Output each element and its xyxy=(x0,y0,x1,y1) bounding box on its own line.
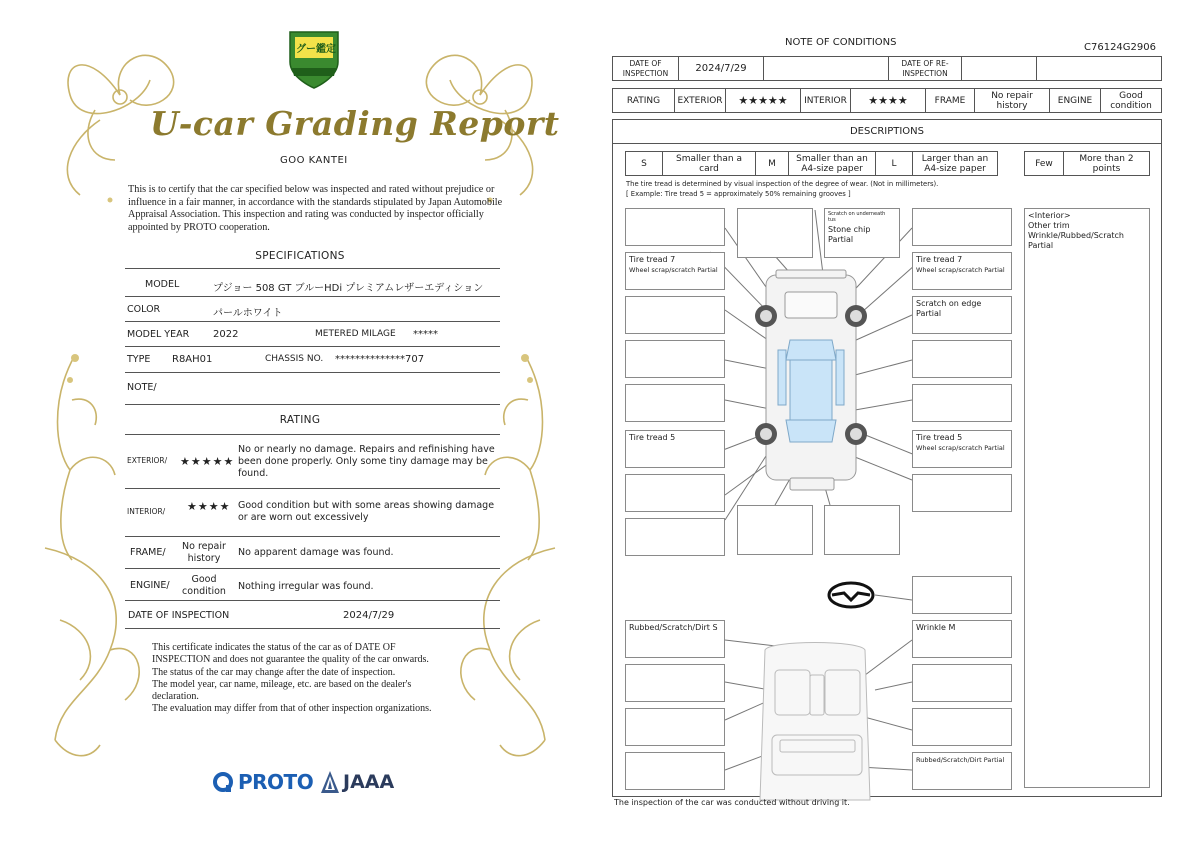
engine-row xyxy=(125,574,500,600)
scratch-edge-note: Scratch on edge Partial xyxy=(916,299,982,318)
date-label: DATE OF INSPECTION xyxy=(128,610,230,621)
note-box xyxy=(737,505,813,555)
sheet-title: NOTE OF CONDITIONS xyxy=(785,37,897,48)
front-left-wheel-note: Wheel scrap/scratch Partial xyxy=(629,266,718,274)
date-reinspection-label: DATE OF RE-INSPECTION xyxy=(888,56,962,81)
frame-label: FRAME xyxy=(925,88,975,113)
divider xyxy=(125,434,500,435)
chassis-value: **************707 xyxy=(335,354,425,365)
date-inspection-label: DATE OF INSPECTION xyxy=(612,56,679,81)
note-box xyxy=(625,384,725,422)
steering-wheel-icon xyxy=(829,583,873,607)
engine-label: ENGINE xyxy=(1049,88,1101,113)
note-box xyxy=(737,208,813,258)
note-of-conditions-sheet xyxy=(600,0,1200,848)
jaaa-mark-icon xyxy=(320,770,340,794)
note-box-rubbed-s xyxy=(625,620,725,658)
note-box-front-left-tire xyxy=(625,252,725,290)
note-box-rear-right-tire xyxy=(912,430,1012,468)
engine-label: ENGINE/ xyxy=(130,580,170,591)
note-box xyxy=(625,518,725,556)
note-box-front-right-tire xyxy=(912,252,1012,290)
note-box xyxy=(625,664,725,702)
divider xyxy=(125,321,500,322)
interior-desc: Good condition but with some areas showing damage or are worn out excessively xyxy=(238,500,495,523)
footer-line: INSPECTION and does not guarantee the quality of the car onwards. xyxy=(152,654,429,666)
divider xyxy=(125,628,500,629)
divider xyxy=(125,488,500,489)
note-box xyxy=(625,296,725,334)
footer-line: The status of the car may change after the date of inspection. xyxy=(152,666,396,678)
footer-line: This certificate indicates the status of the car as of DATE OF xyxy=(152,642,396,653)
certificate-footer xyxy=(152,642,482,716)
note-box xyxy=(912,576,1012,614)
divider xyxy=(125,404,500,405)
front-left-tire-tread: Tire tread 7 xyxy=(629,255,676,264)
frame-value: No repair history xyxy=(182,541,226,564)
note-box xyxy=(625,208,725,246)
engine-desc: Nothing irregular was found. xyxy=(238,581,374,592)
date-inspection-value: 2024/7/29 xyxy=(678,56,764,81)
divider xyxy=(125,296,500,297)
type-label: TYPE xyxy=(127,354,151,365)
stone-chip-note: Stone chip Partial xyxy=(828,225,871,244)
tire-note-2: [ Example: Tire tread 5 = approximately 50% remaining grooves ] xyxy=(626,190,851,198)
sheet-footer: The inspection of the car was conducted without driving it. xyxy=(614,798,850,807)
descriptions-heading: DESCRIPTIONS xyxy=(849,126,925,137)
model-year-label: MODEL YEAR xyxy=(127,329,190,340)
note-box xyxy=(912,340,1012,378)
divider xyxy=(125,536,500,537)
sheet-code: C76124G2906 xyxy=(1084,42,1156,53)
exterior-desc: No or nearly no damage. Repairs and refinishing have been done properly. Only some tiny damage may be found. xyxy=(238,444,495,479)
note-box xyxy=(912,708,1012,746)
exterior-stars: ★★★★★ xyxy=(725,88,801,113)
note-box-rubbed-partial xyxy=(912,752,1012,790)
tire-note-1: The tire tread is determined by visual inspection of the degree of wear. (Not in millimeters). xyxy=(626,180,939,188)
model-label: MODEL xyxy=(145,279,180,290)
note-box xyxy=(625,752,725,790)
note-box xyxy=(824,505,900,555)
report-title: U-car Grading Report xyxy=(150,104,560,143)
interior-row xyxy=(125,500,500,530)
milage-value: ***** xyxy=(413,329,438,340)
interior-note-panel: <Interior> Other trim Wrinkle/Rubbed/Scratch Partial xyxy=(1024,208,1150,788)
exterior-label: EXTERIOR/ xyxy=(127,456,168,465)
badge-text: グー鑑定 xyxy=(296,44,336,55)
exterior-row xyxy=(125,444,500,484)
proto-logo xyxy=(212,770,313,794)
underneath-small-label: Scratch on underneath xyxy=(828,211,886,217)
engine-value: Good condition xyxy=(1100,88,1162,113)
note-label: NOTE/ xyxy=(127,382,157,393)
divider xyxy=(125,268,500,269)
note-box xyxy=(625,474,725,512)
legend-s: S xyxy=(625,151,663,176)
note-box xyxy=(912,384,1012,422)
report-subtitle: GOO KANTEI xyxy=(280,155,348,166)
underneath-small-label-2: tus xyxy=(828,217,836,223)
rear-right-wheel-note: Wheel scrap/scratch Partial xyxy=(916,444,1005,452)
wrinkle-m-note: Wrinkle M xyxy=(916,623,956,632)
divider xyxy=(125,568,500,569)
exterior-stars: ★★★★★ xyxy=(180,455,235,468)
chassis-label: CHASSIS NO. xyxy=(265,354,324,364)
note-box-wrinkle-m xyxy=(912,620,1012,658)
color-value: パールホワイト xyxy=(213,308,283,319)
legend-few-desc: More than 2 points xyxy=(1063,151,1150,176)
legend-few: Few xyxy=(1024,151,1064,176)
legend-s-desc: Smaller than a card xyxy=(662,151,756,176)
jaaa-logo-text: JAAA xyxy=(343,771,395,793)
rating-label: RATING xyxy=(612,88,675,113)
engine-value: Good condition xyxy=(182,574,226,597)
footer-line: declaration. xyxy=(152,691,199,703)
rear-right-tire-tread: Tire tread 5 xyxy=(916,433,963,442)
footer-line: The model year, car name, mileage, etc. are based on the dealer's xyxy=(152,678,412,690)
interior-stars: ★★★★ xyxy=(850,88,926,113)
proto-mark-icon xyxy=(212,771,234,793)
legend-l: L xyxy=(875,151,913,176)
front-right-wheel-note: Wheel scrap/scratch Partial xyxy=(916,266,1005,274)
note-box xyxy=(625,708,725,746)
rubbed-partial-note: Rubbed/Scratch/Dirt Partial xyxy=(916,756,1005,764)
jaaa-logo xyxy=(320,770,394,794)
rear-left-tire-tread: Tire tread 5 xyxy=(629,433,676,442)
intro-paragraph: This is to certify that the car specified below was inspected and rated without prejudice or influence in a fair manner, in accordance with the standards stipulated by Japan Automobile Appraisal Association. This inspection and rating was conducted by inspector officially appointed by PROTO cooperation. xyxy=(128,184,503,233)
legend-m-desc: Smaller than an A4-size paper xyxy=(788,151,876,176)
frame-desc: No apparent damage was found. xyxy=(238,547,394,558)
frame-row xyxy=(125,541,500,567)
goo-kantei-badge xyxy=(286,28,342,90)
note-box xyxy=(912,208,1012,246)
color-label: COLOR xyxy=(127,304,161,315)
rating-heading: RATING xyxy=(279,414,321,426)
front-right-tire-tread: Tire tread 7 xyxy=(916,255,963,264)
note-box-rear-left-tire xyxy=(625,430,725,468)
interior-label: INTERIOR/ xyxy=(127,507,166,516)
note-box xyxy=(912,474,1012,512)
note-box-scratch-edge xyxy=(912,296,1012,334)
legend-l-desc: Larger than an A4-size paper xyxy=(912,151,998,176)
frame-value: No repair history xyxy=(974,88,1050,113)
specifications-heading: SPECIFICATIONS xyxy=(255,250,345,262)
model-value: プジョー 508 GT ブルーHDi プレミアムレザーエディション xyxy=(213,283,484,294)
interior-stars: ★★★★ xyxy=(187,500,231,513)
badge-shield-icon xyxy=(286,28,342,90)
frame-label: FRAME/ xyxy=(130,547,166,558)
legend-m: M xyxy=(755,151,789,176)
divider xyxy=(125,600,500,601)
proto-logo-text: PROTO xyxy=(238,770,314,794)
exterior-label: EXTERIOR xyxy=(674,88,726,113)
model-year-value: 2022 xyxy=(213,329,239,340)
type-value: R8AH01 xyxy=(172,354,213,365)
milage-label: METERED MILAGE xyxy=(315,329,396,339)
divider xyxy=(125,346,500,347)
note-box xyxy=(912,664,1012,702)
date-value: 2024/7/29 xyxy=(343,610,395,621)
footer-line: The evaluation may differ from that of other inspection organizations. xyxy=(152,703,432,715)
note-box-underneath xyxy=(824,208,900,258)
note-box xyxy=(625,340,725,378)
rubbed-s-note: Rubbed/Scratch/Dirt S xyxy=(629,623,718,632)
interior-label: INTERIOR xyxy=(800,88,851,113)
divider xyxy=(125,372,500,373)
